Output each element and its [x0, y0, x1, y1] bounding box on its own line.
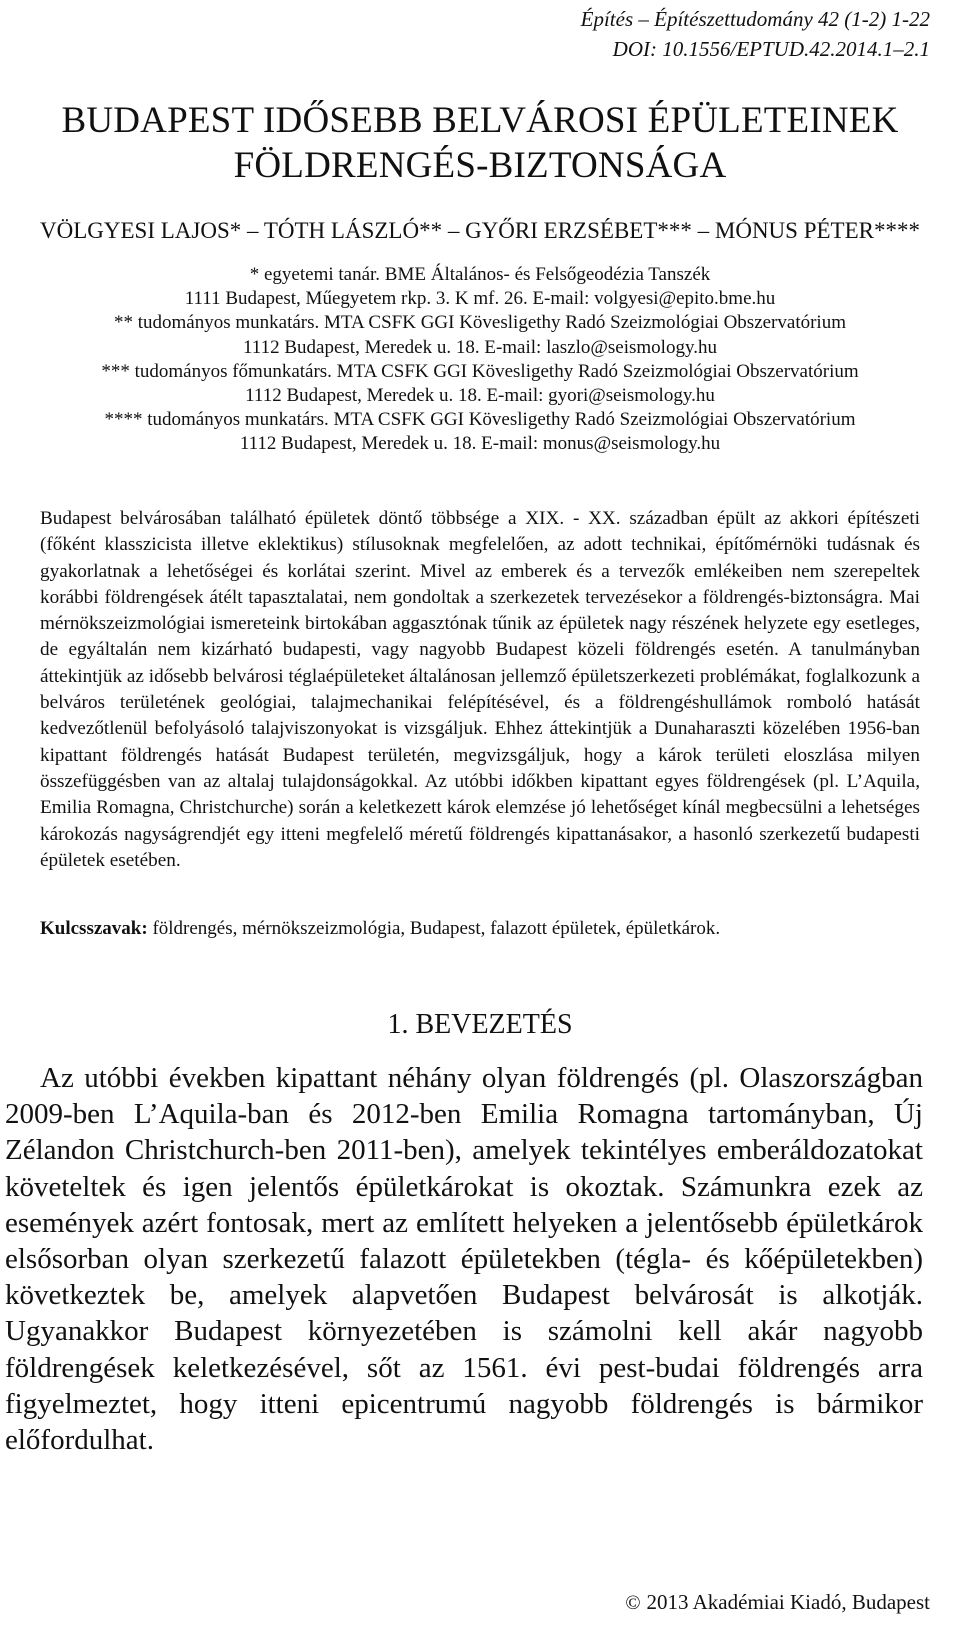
title-line-2: FÖLDRENGÉS-BIZTONSÁGA — [233, 145, 727, 186]
affiliation-line: **** tudományos munkatárs. MTA CSFK GGI Kövesligethy Radó Szeizmológiai Obszervatórium — [104, 409, 856, 431]
affiliations — [50, 263, 910, 457]
keywords-text: földrengés, mérnökszeizmológia, Budapest, falazott épületek, épületkárok. — [147, 918, 721, 939]
copyright-footer — [625, 1588, 930, 1617]
affiliation-line: 1111 Budapest, Műegyetem rkp. 3. K mf. 26. E-mail: volgyesi@epito.bme.hu — [184, 288, 776, 310]
copyright-text: 2013 Akadémiai Kiadó, Budapest — [646, 1590, 930, 1614]
journal-citation: Építés – Építészettudomány 42 (1-2) 1-22 — [580, 7, 930, 31]
affiliation-line: 1112 Budapest, Meredek u. 18. E-mail: monus@seismology.hu — [239, 433, 721, 455]
doi-line: DOI: 10.1556/EPTUD.42.2014.1–2.1 — [612, 37, 930, 61]
journal-header — [581, 4, 930, 64]
intro-paragraph: Az utóbbi években kipattant néhány olyan földrengés (pl. Olaszországban 2009-ben L’Aquila-ban és 2012-ben Emilia Romagna tartományban, Új Zélandon Christchurch-ben 2011-ben), amelyek tekintélyes emberáldozatokat követeltek és igen jelentős épületkárokat is okoztak. Számunkra ezek az események azért fontosak, mert az említett helyeken a jelentősebb épületkárok elsősorban olyan szerkezetű falazott épületekben (tégla- és kőépületekben) következtek be, amelyek alapvetően Budapest belvárosát is alkotják. Ugyanakkor Budapest környezetében is számolni kell akár nagyobb földrengések keletkezésével, sőt az 1561. évi pest-budai földrengés arra figyelmeztet, hogy itteni epicentrumú nagyobb földrengés is bármikor előfordulhat. — [5, 1062, 923, 1457]
section-heading: 1. BEVEZETÉS — [387, 1009, 573, 1040]
affiliation-line: ** tudományos munkatárs. MTA CSFK GGI Kövesligethy Radó Szeizmológiai Obszervatórium — [113, 312, 846, 334]
keywords — [40, 916, 920, 942]
affiliation-line: * egyetemi tanár. BME Általános- és Felsőgeodézia Tanszék — [249, 264, 711, 285]
affiliation-line: *** tudományos főmunkatárs. MTA CSFK GGI Kövesligethy Radó Szeizmológiai Obszervatórium — [101, 360, 859, 382]
author-list: VÖLGYESI LAJOS* – TÓTH LÁSZLÓ** – GYŐRI ERZSÉBET*** – MÓNUS PÉTER**** — [40, 218, 920, 243]
affiliation-line: 1112 Budapest, Meredek u. 18. E-mail: gyori@seismology.hu — [245, 385, 715, 407]
affiliation-line: 1112 Budapest, Meredek u. 18. E-mail: laszlo@seismology.hu — [243, 336, 717, 358]
paper-title — [30, 98, 930, 188]
abstract: Budapest belvárosában található épületek döntő többsége a XIX. - XX. században épült az akkori építészeti (főként klasszicista illetve eklektikus) stílusoknak megfelelően, az adott technikai, építőmérnöki tudásnak és gyakorlatnak a lehetőségei és korlátai szerint. Mivel az emberek és a tervezők emlékeiben nem szerepeltek korábbi földrengések átélt tapasztalatai, nem gondoltak a szerkezetek tervezésekor a földrengés-biztonságra. Mai mérnökszeizmológiai ismereteink birtokában aggasztónak tűnik az épületek nagy részének helyzete egy esetleges, de egyáltalán nem kizárható budapesti, vagy nagyobb Budapest közeli földrengés esetén. A tanulmányban áttekintjük az idősebb belvárosi téglaépületeket általánosan jellemző épületszerkezeti problémákat, foglalkozunk a belváros területének geológiai, talajmechanikai felépítésével, és a földrengéshullámok romboló hatását kedvezőtlenül befolyásoló talajviszonyokat is vizsgáljuk. Ehhez áttekintjük a Dunaharaszti közelében 1956-ban kipattant földrengés hatását Budapest területén, megvizsgáljuk, hogy a károk területi eloszlása milyen összefüggésben van az altalaj tulajdonságokkal. Az utóbbi időkben kipattant egyes földrengések (pl. L’Aquila, Emilia Romagna, Christchurche) során a keletkezett károk elemzése jó lehetőséget kínál megbecsülni a lehetséges károkozás nagyságrendjét egy itteni megfelelő méretű földrengés kipattanásakor, a hasonló szerkezetű budapesti épületek esetében. — [40, 508, 920, 871]
title-line-1: BUDAPEST IDŐSEBB BELVÁROSI ÉPÜLETEINEK — [61, 100, 899, 141]
copyright-icon: © — [625, 1592, 641, 1614]
keywords-label: Kulcsszavak: — [40, 918, 148, 939]
